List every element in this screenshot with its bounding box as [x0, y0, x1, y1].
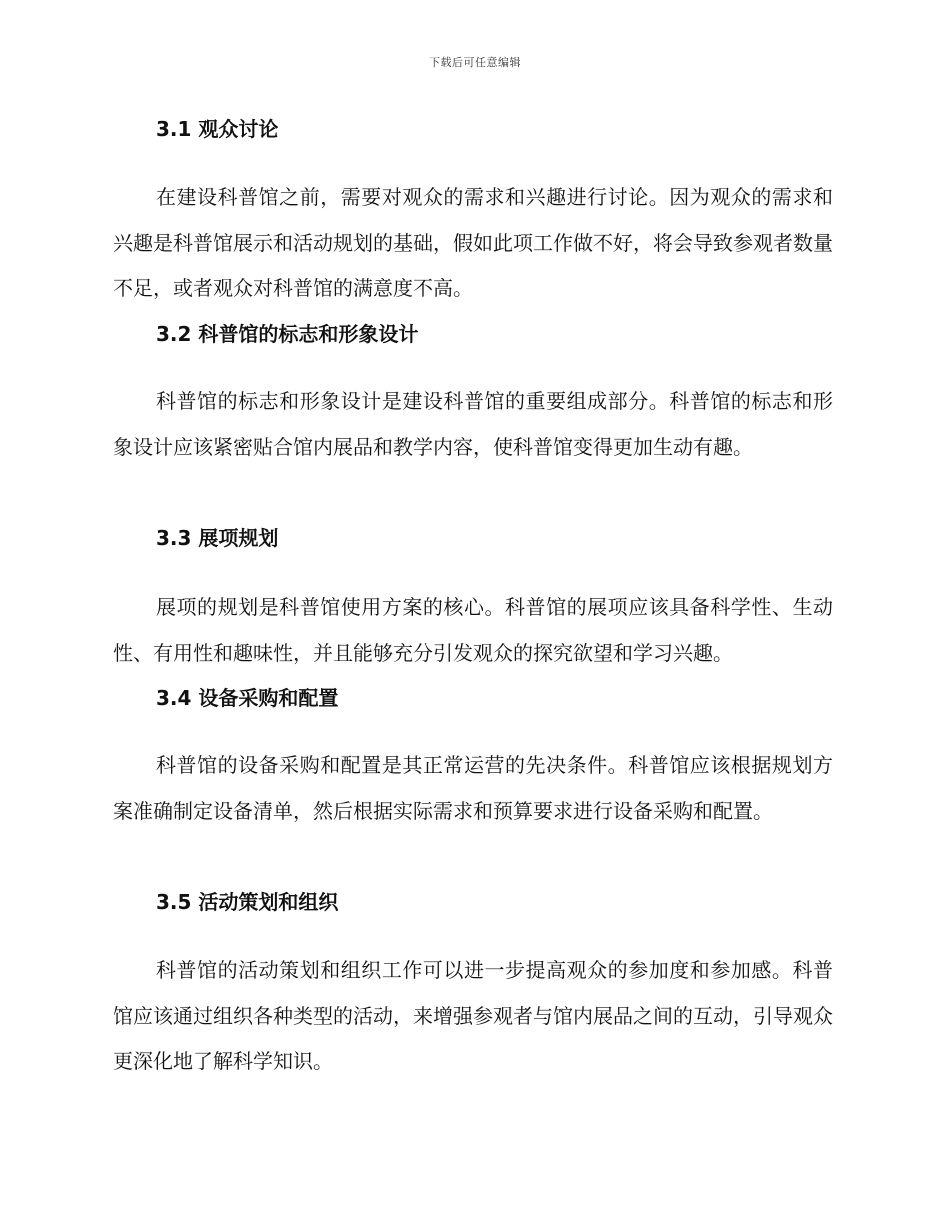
section-heading: 3.2 科普馆的标志和形象设计 [156, 322, 419, 346]
section-paragraph: 在建设科普馆之前，需要对观众的需求和兴趣进行讨论。因为观众的需求和兴趣是科普馆展示和活动规划的基础，假如此项工作做不好，将会导致参观者数量不足，或者观众对科普馆的满意度不高。 [113, 185, 833, 300]
section-paragraph: 科普馆的标志和形象设计是建设科普馆的重要组成部分。科普馆的标志和形象设计应该紧密贴合馆内展品和教学内容，使科普馆变得更加生动有趣。 [113, 389, 833, 459]
section-paragraph: 展项的规划是科普馆使用方案的核心。科普馆的展项应该具备科学性、生动性、有用性和趣味性，并且能够充分引发观众的探究欲望和学习兴趣。 [113, 595, 833, 665]
section-heading: 3.1 观众讨论 [156, 117, 279, 141]
section-3-5 [113, 888, 833, 1085]
section-paragraph: 科普馆的设备采购和配置是其正常运营的先决条件。科普馆应该根据规划方案准确制定设备清单，然后根据实际需求和预算要求进行设备采购和配置。 [113, 753, 833, 823]
section-heading: 3.5 活动策划和组织 [156, 890, 339, 914]
section-heading: 3.4 设备采购和配置 [156, 686, 339, 710]
section-3-2 [113, 320, 833, 470]
section-paragraph: 科普馆的活动策划和组织工作可以进一步提高观众的参加度和参加感。科普馆应该通过组织各种类型的活动，来增强参观者与馆内展品之间的互动，引导观众更深化地了解科学知识。 [113, 958, 833, 1073]
section-3-1 [113, 115, 833, 312]
section-3-3 [113, 524, 833, 676]
section-heading: 3.3 展项规划 [156, 526, 279, 550]
page-header: 下载后可任意编辑 [429, 56, 521, 69]
section-3-4 [113, 684, 833, 834]
